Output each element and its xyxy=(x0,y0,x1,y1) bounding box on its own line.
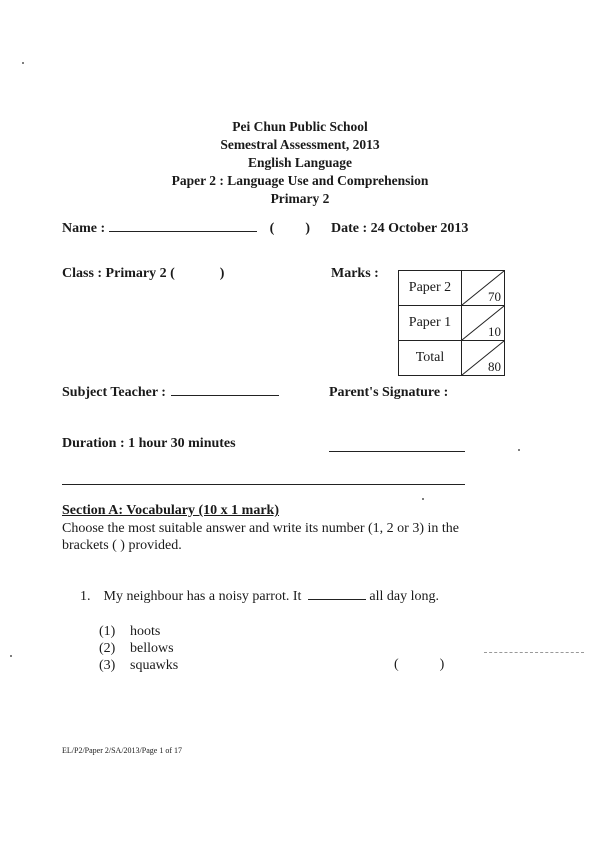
section-title: Section A: Vocabulary (10 x 1 mark) xyxy=(62,503,279,518)
marks-table xyxy=(398,270,505,376)
date-label: Date : 24 October 2013 xyxy=(331,221,469,236)
options-list xyxy=(99,623,178,674)
marks-max: 80 xyxy=(488,359,501,374)
list-item xyxy=(99,657,178,674)
school-name: Pei Chun Public School xyxy=(232,119,368,134)
answer-bracket[interactable] xyxy=(394,657,444,673)
scan-speck xyxy=(518,449,520,451)
marks-label: Marks : xyxy=(331,266,379,281)
duration-label: Duration : 1 hour 30 minutes xyxy=(62,436,236,451)
assessment-title: Semestral Assessment, 2013 xyxy=(220,137,380,152)
index-bracket-close: ) xyxy=(305,221,310,236)
marks-row-total xyxy=(399,341,505,376)
subject-teacher-field[interactable] xyxy=(171,395,279,396)
index-bracket-open: ( xyxy=(269,221,275,236)
scan-speck xyxy=(22,62,24,64)
question-text-before: My neighbour has a noisy parrot. It xyxy=(103,589,302,604)
section-instruction: Choose the most suitable answer and write its number (1, 2 or 3) in the brackets ( ) provided. xyxy=(62,521,459,553)
paper-title: Paper 2 : Language Use and Comprehension xyxy=(171,173,429,188)
option-number: (1) xyxy=(99,624,116,639)
marks-score-cell[interactable] xyxy=(462,271,505,306)
marks-max: 10 xyxy=(488,324,501,339)
scan-speck xyxy=(422,498,424,500)
option-text: hoots xyxy=(130,624,161,639)
answer-blank[interactable] xyxy=(308,599,366,600)
class-bracket-close: ) xyxy=(219,266,225,281)
marks-row-name: Total xyxy=(399,341,462,376)
option-text: bellows xyxy=(130,641,174,656)
page-footer: EL/P2/Paper 2/SA/2013/Page 1 of 17 xyxy=(62,746,182,755)
exam-header xyxy=(0,118,600,208)
subject-title: English Language xyxy=(248,155,352,170)
list-item xyxy=(99,640,178,657)
scan-speck xyxy=(10,655,12,657)
option-number: (2) xyxy=(99,641,116,656)
option-text: squawks xyxy=(130,658,179,673)
signature-line[interactable] xyxy=(329,451,465,452)
class-row xyxy=(62,266,224,282)
marks-row-name: Paper 2 xyxy=(399,271,462,306)
name-row xyxy=(62,221,310,237)
marks-row-paper1 xyxy=(399,306,505,341)
name-field[interactable] xyxy=(109,231,257,232)
name-label: Name : xyxy=(62,221,106,236)
answer-bracket-close: ) xyxy=(439,657,445,672)
list-item xyxy=(99,623,178,640)
question-text-after: all day long. xyxy=(369,589,440,604)
marks-row-paper2 xyxy=(399,271,505,306)
separator-line xyxy=(62,484,465,485)
class-label: Class : Primary 2 ( xyxy=(62,266,175,281)
question-1 xyxy=(80,589,439,605)
scan-streak xyxy=(484,652,584,653)
marks-score-cell[interactable] xyxy=(462,306,505,341)
subject-teacher-row xyxy=(62,385,279,401)
marks-row-name: Paper 1 xyxy=(399,306,462,341)
marks-max: 70 xyxy=(488,289,501,304)
marks-score-cell[interactable] xyxy=(462,341,505,376)
answer-bracket-open: ( xyxy=(394,657,399,672)
level-title: Primary 2 xyxy=(270,191,330,206)
question-number: 1. xyxy=(80,589,91,604)
option-number: (3) xyxy=(99,658,116,673)
subject-teacher-label: Subject Teacher : xyxy=(62,385,166,400)
parents-signature-label: Parent's Signature : xyxy=(329,385,449,400)
